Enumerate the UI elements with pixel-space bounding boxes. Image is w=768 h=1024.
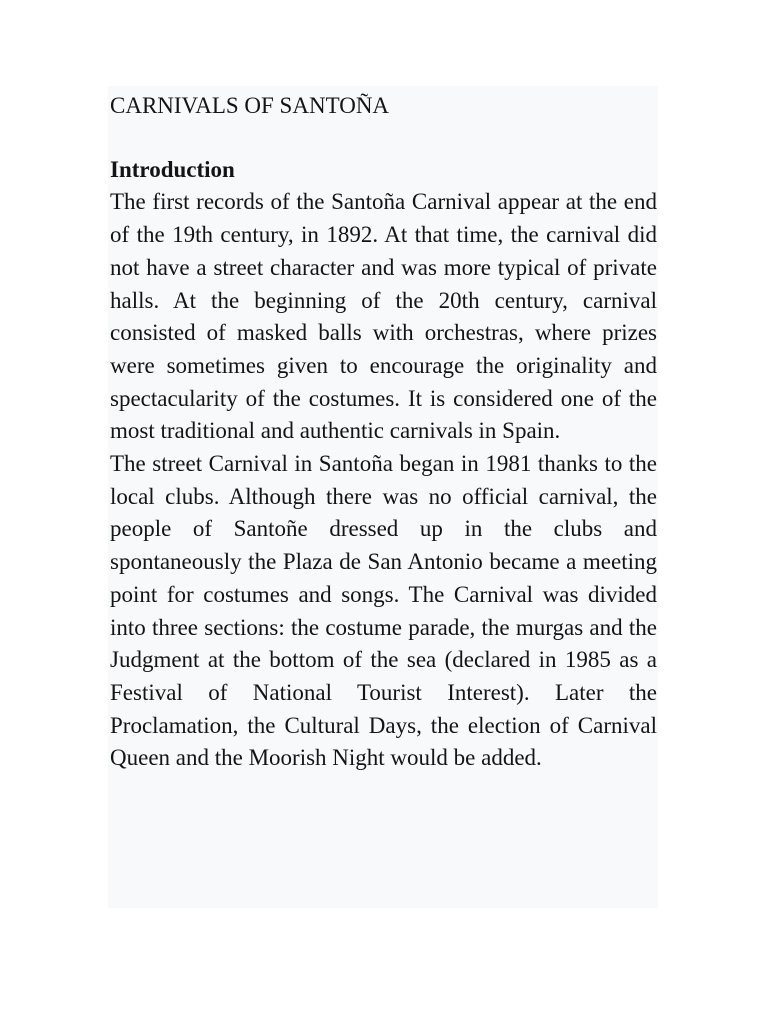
paragraph-2: The street Carnival in Santoña began in 1981 thanks to the local clubs. Although there was no official carnival, the people of Santoñe dressed up in the clubs and spontaneously the Plaza de San Antonio became a meeting point for costumes and songs. The Carnival was divided into three sections: the costume parade, the murgas and the Judgment at the bottom of the sea (declared in 1985 as a Festival of National Tourist Interest). Later the Proclamation, the Cultural Days, the election of Carnival Queen and the Moorish Night would be added. [110,451,657,771]
text-block [108,86,658,908]
title-spacer [110,123,657,154]
section-heading: Introduction [110,156,235,182]
paragraph-1: The first records of the Santoña Carnival appear at the end of the 19th century, in 1892. At that time, the carnival did not have a street character and was more typical of private halls. At the beginning of the 20th century, carnival consisted of masked balls with orchestras, where prizes were sometimes given to encourage the originality and spectacularity of the costumes. It is considered one of the most traditional and authentic carnivals in Spain. [110,189,657,444]
document-title: CARNIVALS OF SANTOÑA [110,93,390,118]
